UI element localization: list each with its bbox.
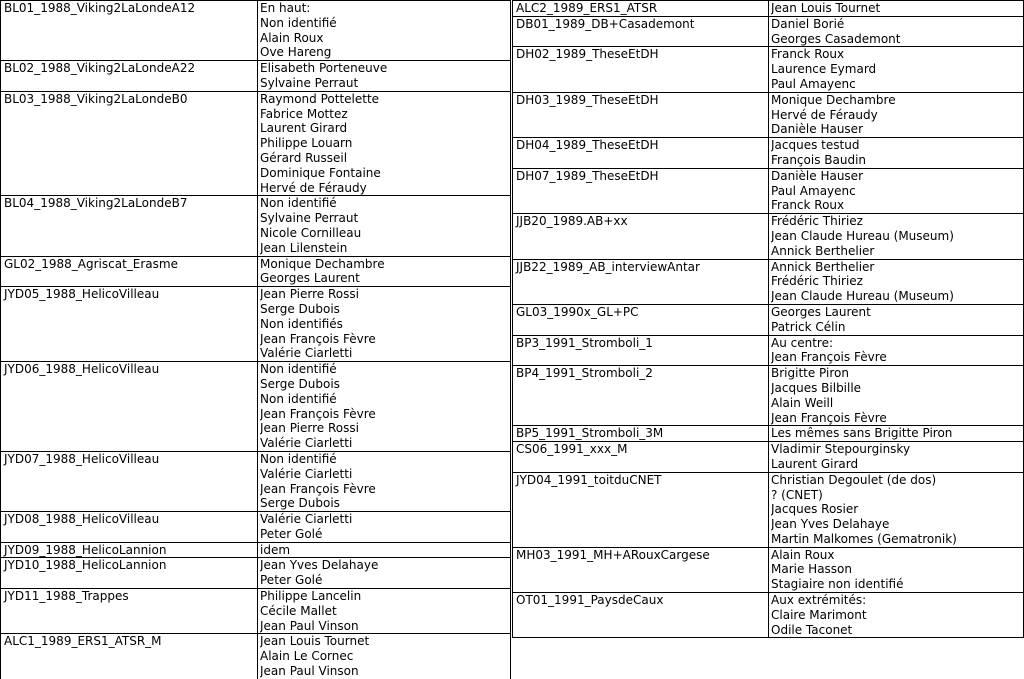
person-name: Vladimir Stepourginsky [771, 442, 911, 457]
person-name: Gérard Russeil [260, 150, 348, 165]
person-name: Jean Louis Tournet [260, 634, 370, 649]
table-row [513, 17, 1024, 48]
person-name: Valérie Ciarletti [260, 512, 353, 527]
table-row [513, 336, 1024, 367]
person-name: Jacques Bilbille [771, 380, 862, 395]
person-name: Franck Roux [771, 198, 845, 213]
people-list [258, 589, 511, 633]
person-name: Non identifié [260, 391, 337, 406]
person-name: Non identifiés [260, 316, 343, 331]
person-name: ? (CNET) [771, 487, 823, 502]
person-name: Patrick Célin [771, 319, 846, 334]
person-name: Nicole Cornilleau [260, 225, 362, 240]
person-name: Hervé de Féraudy [771, 107, 878, 122]
people-list [769, 260, 1024, 304]
people-list [769, 47, 1024, 91]
table-row [513, 305, 1024, 336]
person-name: Philippe Louarn [260, 136, 353, 151]
table-row [513, 169, 1024, 214]
person-name: Peter Golé [260, 573, 323, 588]
person-name: Non identifié [260, 15, 337, 30]
table-row [513, 214, 1024, 259]
person-name: Martin Malkomes (Gematronik) [771, 531, 957, 546]
table-row [513, 442, 1024, 473]
people-list [769, 1, 1024, 16]
person-name: Jean Paul Vinson [260, 664, 359, 679]
left-column-table [0, 0, 511, 679]
person-name: Serge Dubois [260, 301, 340, 316]
person-name: Jean Paul Vinson [260, 618, 359, 633]
people-list [769, 305, 1024, 335]
person-name: Frédéric Thiriez [771, 274, 863, 289]
person-name: Valérie Ciarletti [260, 466, 353, 481]
people-list [258, 558, 511, 588]
person-name: Georges Casademont [771, 31, 901, 46]
photo-code: GL02_1988_Agriscat_Erasme [1, 257, 258, 287]
photo-code: DH03_1989_TheseEtDH [513, 93, 769, 137]
person-name: Danièle Hauser [771, 168, 863, 183]
people-list [769, 426, 1024, 441]
photo-code: BP3_1991_Stromboli_1 [513, 336, 769, 366]
person-name: Non identifié [260, 362, 337, 377]
person-name: Laurent Girard [260, 121, 348, 136]
person-name: Jean François Fèvre [260, 406, 376, 421]
table-row [1, 362, 511, 452]
photo-code: JYD04_1991_toitduCNET [513, 473, 769, 547]
photo-code: DH04_1989_TheseEtDH [513, 138, 769, 168]
person-name: Marie Hasson [771, 562, 852, 577]
person-name: Non identifié [260, 196, 337, 211]
person-name: Annick Berthelier [771, 259, 875, 274]
photo-code: CS06_1991_xxx_M [513, 442, 769, 472]
people-list [258, 634, 511, 678]
table-row [513, 473, 1024, 548]
person-name: Les mêmes sans Brigitte Piron [771, 426, 953, 441]
person-name: Odile Taconet [771, 622, 853, 637]
person-name: Jean Louis Tournet [771, 1, 881, 15]
table-row [513, 260, 1024, 305]
person-name: Jean Claude Hureau (Museum) [771, 289, 954, 304]
person-name: Danièle Hauser [771, 122, 863, 137]
person-name: Paul Amayenc [771, 76, 856, 91]
right-column-table [512, 0, 1024, 638]
person-name: Annick Berthelier [771, 243, 875, 258]
photo-code: JYD05_1988_HelicoVilleau [1, 287, 258, 361]
person-name: Valérie Ciarletti [260, 436, 353, 451]
people-list [769, 593, 1024, 637]
person-name: Laurent Girard [771, 456, 859, 471]
person-name: En haut: [260, 1, 311, 15]
person-name: Philippe Lancelin [260, 589, 362, 604]
person-name: Valérie Ciarletti [260, 346, 353, 361]
person-name: Daniel Borié [771, 16, 845, 31]
person-name: Monique Dechambre [771, 92, 896, 107]
table-row [1, 196, 511, 256]
people-list [258, 257, 511, 287]
person-name: Frédéric Thiriez [771, 214, 863, 229]
person-name: Jean Pierre Rossi [260, 421, 359, 436]
people-list [769, 169, 1024, 213]
people-list [258, 61, 511, 91]
person-name: Alain Roux [260, 30, 324, 45]
person-name: Claire Marimont [771, 607, 867, 622]
person-name: Jean François Fèvre [260, 481, 376, 496]
person-name: Elisabeth Porteneuve [260, 61, 388, 76]
people-list [769, 548, 1024, 592]
person-name: Dominique Fontaine [260, 165, 381, 180]
photo-code: JYD11_1988_Trappes [1, 589, 258, 633]
photo-code: BL03_1988_Viking2LaLondeB0 [1, 92, 258, 196]
person-name: Jacques Rosier [771, 502, 859, 517]
table-row [1, 589, 511, 634]
person-name: Au centre: [771, 335, 834, 350]
person-name: Raymond Pottelette [260, 91, 380, 106]
people-list [769, 442, 1024, 472]
table-row [1, 61, 511, 92]
table-row [513, 47, 1024, 92]
photo-code: JYD09_1988_HelicoLannion [1, 543, 258, 558]
table-row [1, 257, 511, 288]
people-list [769, 93, 1024, 137]
person-name: Jean Yves Delahaye [260, 558, 379, 573]
people-list [258, 1, 511, 60]
table-row [513, 426, 1024, 442]
photo-code: DH02_1989_TheseEtDH [513, 47, 769, 91]
photo-code: BL04_1988_Viking2LaLondeB7 [1, 196, 258, 255]
table-row [513, 93, 1024, 138]
person-name: Paul Amayenc [771, 183, 856, 198]
photo-code: BL01_1988_Viking2LaLondeA12 [1, 1, 258, 60]
person-name: Serge Dubois [260, 376, 340, 391]
people-list [258, 452, 511, 511]
people-list [258, 543, 511, 558]
person-name: idem [260, 542, 291, 557]
person-name: Jacques testud [771, 138, 860, 153]
person-name: Non identifié [260, 451, 337, 466]
people-list [258, 362, 511, 451]
photo-code: JYD10_1988_HelicoLannion [1, 558, 258, 588]
person-name: Christian Degoulet (de dos) [771, 472, 937, 487]
table-row [513, 138, 1024, 169]
person-name: Jean François Fèvre [771, 410, 887, 425]
people-list [258, 512, 511, 542]
photo-code: OT01_1991_PaysdeCaux [513, 593, 769, 637]
photo-code: JJB22_1989_AB_interviewAntar [513, 260, 769, 304]
table-row [1, 287, 511, 362]
person-name: Aux extrémités: [771, 593, 867, 608]
people-list [258, 287, 511, 361]
table-row [1, 634, 511, 678]
person-name: Fabrice Mottez [260, 106, 348, 121]
person-name: Hervé de Féraudy [260, 180, 367, 195]
person-name: Sylvaine Perraut [260, 75, 359, 90]
table-row [513, 548, 1024, 593]
photo-code: BL02_1988_Viking2LaLondeA22 [1, 61, 258, 91]
person-name: Jean François Fèvre [771, 350, 887, 365]
person-name: Cécile Mallet [260, 603, 337, 618]
photo-code: BP4_1991_Stromboli_2 [513, 366, 769, 425]
people-list [258, 196, 511, 255]
person-name: Monique Dechambre [260, 256, 385, 271]
people-list [769, 336, 1024, 366]
photo-code: JYD06_1988_HelicoVilleau [1, 362, 258, 451]
person-name: Georges Laurent [260, 271, 360, 286]
table-row [513, 1, 1024, 17]
person-name: Peter Golé [260, 526, 323, 541]
photo-code: JYD07_1988_HelicoVilleau [1, 452, 258, 511]
person-name: Sylvaine Perraut [260, 211, 359, 226]
person-name: Franck Roux [771, 47, 845, 62]
table-row [513, 366, 1024, 426]
table-row [1, 543, 511, 559]
person-name: Alain Roux [771, 547, 835, 562]
people-list [769, 138, 1024, 168]
photo-code: ALC1_1989_ERS1_ATSR_M [1, 634, 258, 678]
person-name: Laurence Eymard [771, 62, 877, 77]
person-name: Jean Yves Delahaye [771, 517, 890, 532]
person-name: Jean Pierre Rossi [260, 287, 359, 302]
people-list [769, 17, 1024, 47]
person-name: Alain Weill [771, 395, 834, 410]
person-name: Ove Hareng [260, 45, 332, 60]
person-name: Serge Dubois [260, 496, 340, 511]
person-name: Alain Le Cornec [260, 649, 354, 664]
photo-code: ALC2_1989_ERS1_ATSR [513, 1, 769, 16]
photo-code: DB01_1989_DB+Casademont [513, 17, 769, 47]
people-list [769, 366, 1024, 425]
table-row [1, 452, 511, 512]
person-name: Stagiaire non identifié [771, 577, 904, 592]
photo-code: BP5_1991_Stromboli_3M [513, 426, 769, 441]
people-list [769, 473, 1024, 547]
photo-code: DH07_1989_TheseEtDH [513, 169, 769, 213]
table-row [1, 92, 511, 197]
photo-code: MH03_1991_MH+ARouxCargese [513, 548, 769, 592]
person-name: François Baudin [771, 152, 867, 167]
person-name: Brigitte Piron [771, 366, 849, 381]
table-row [1, 512, 511, 543]
photo-code: GL03_1990x_GL+PC [513, 305, 769, 335]
person-name: Jean Claude Hureau (Museum) [771, 228, 954, 243]
table-row [513, 593, 1024, 638]
person-name: Jean François Fèvre [260, 331, 376, 346]
people-list [769, 214, 1024, 258]
table-row [1, 1, 511, 61]
person-name: Georges Laurent [771, 304, 871, 319]
table-row [1, 558, 511, 589]
photo-code: JYD08_1988_HelicoVilleau [1, 512, 258, 542]
person-name: Jean Lilenstein [260, 240, 348, 255]
photo-code: JJB20_1989.AB+xx [513, 214, 769, 258]
people-list [258, 92, 511, 196]
